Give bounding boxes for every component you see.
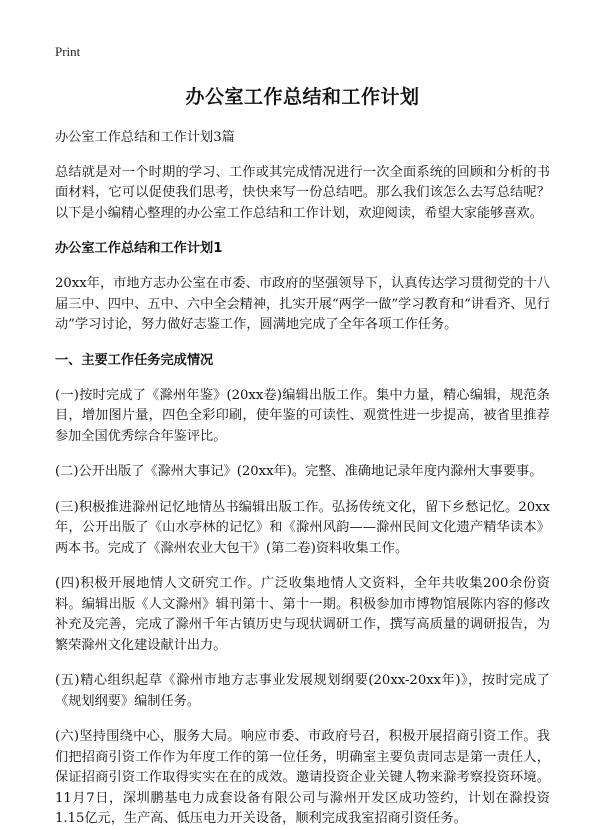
subsection-heading: 一、主要工作任务完成情况	[55, 352, 214, 368]
print-link[interactable]: Print	[55, 44, 81, 59]
page-title: 办公室工作总结和工作计划	[185, 86, 420, 108]
list-item-1: (一)按时完成了《滁州年鉴》(20xx卷)编辑出版工作。集中力量，精心编辑，规范条目，增加图片量，四色全彩印刷，使年鉴的可读性、观赏性进一步提高，被省里推荐参加全国优秀综合年鉴评比。	[55, 387, 550, 444]
list-item-3: (三)积极推进滁州记忆地情丛书编辑出版工作。弘扬传统文化，留下乡愁记忆。20xx年，公开出版了《山水亭林的记忆》和《滁州风韵——滁州民间文化遗产精华读本》两本书。完成了《滁州农业大包干》(第二卷)资料收集工作。	[55, 499, 550, 556]
document-subtitle: 办公室工作总结和工作计划3篇	[55, 130, 235, 145]
list-item-4: (四)积极开展地情人文研究工作。广泛收集地情人文资料，全年共收集200余份资料。编辑出版《人文滁州》辑刊第十、第十一期。积极参加市博物馆展陈内容的修改补充及完善，完成了滁州千年古镇历史与现状调研工作，撰写高质量的调研报告，为繁荣滁州文化建设献计出力。	[55, 576, 550, 653]
list-item-6: (六)坚持围绕中心，服务大局。响应市委、市政府号召，积极开展招商引资工作。我们把招商引资工作作为年度工作的第一位任务，明确室主要负责同志是第一责任人，保证招商引资工作取得实实在在的成效。邀请投资企业关键人物来滁考察投资环境。11月7日，深圳鹏基电力成套设备有限公司与滁州开发区成功签约，计划在滁投资1.15亿元，生产高、低压电力开关设备，顺利完成我室招商引资任务。	[55, 729, 550, 826]
section-heading: 办公室工作总结和工作计划1	[55, 241, 223, 256]
intro-paragraph: 总结就是对一个时期的学习、工作或其完成情况进行一次全面系统的回顾和分析的书面材料，它可以促使我们思考，快快来写一份总结吧。那么我们该怎么去写总结呢？以下是小编精心整理的办公室工作总结和工作计划，欢迎阅读，希望大家能够喜欢。	[55, 164, 550, 221]
section-intro-paragraph: 20xx年，市地方志办公室在市委、市政府的坚强领导下，认真传达学习贯彻党的十八届三中、四中、五中、六中全会精神，扎实开展“两学一做”学习教育和“讲看齐、见行动”学习讨论，努力做好志鉴工作，圆满地完成了全年各项工作任务。	[55, 276, 550, 332]
list-item-2: (二)公开出版了《滁州大事记》(20xx年)。完整、准确地记录年度内滁州大事要事。	[55, 464, 543, 479]
list-item-5: (五)精心组织起草《滁州市地方志事业发展规划纲要(20xx-20xx年)》，按时完成了《规划纲要》编制任务。	[55, 673, 550, 709]
